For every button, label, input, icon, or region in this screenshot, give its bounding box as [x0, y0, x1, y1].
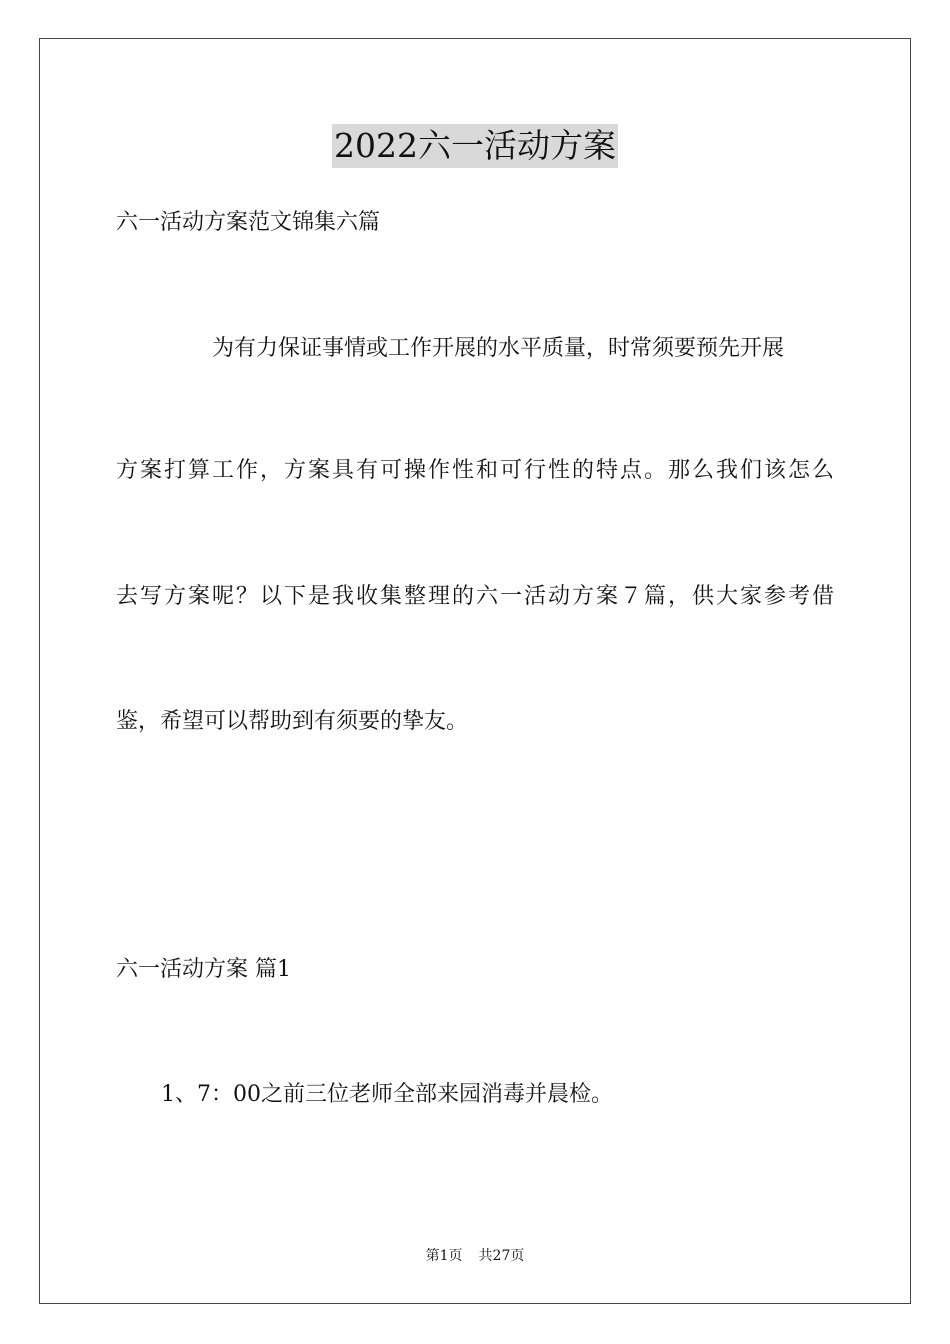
page-number-total: 共27页 — [478, 1248, 525, 1264]
intro-line-2: 方案打算工作，方案具有可操作性和可行性的特点。那么我们该怎么 — [116, 458, 834, 483]
title-container — [0, 124, 950, 168]
intro-line-4: 鉴，希望可以帮助到有须要的挚友。 — [116, 709, 469, 734]
document-subtitle: 六一活动方案范文锦集六篇 — [116, 210, 381, 235]
document-title: 2022六一活动方案 — [332, 124, 618, 168]
page-number-current: 第1页 — [425, 1248, 463, 1264]
section-item-1: 1、7：00之前三位老师全部来园消毒并晨检。 — [161, 1082, 613, 1107]
intro-line-1: 为有力保证事情或工作开展的水平质量，时常须要预先开展 — [212, 336, 785, 361]
page-footer — [0, 1246, 950, 1266]
intro-line-3: 去写方案呢？以下是我收集整理的六一活动方案７篇，供大家参考借 — [116, 584, 834, 609]
section-heading: 六一活动方案 篇1 — [116, 957, 291, 982]
